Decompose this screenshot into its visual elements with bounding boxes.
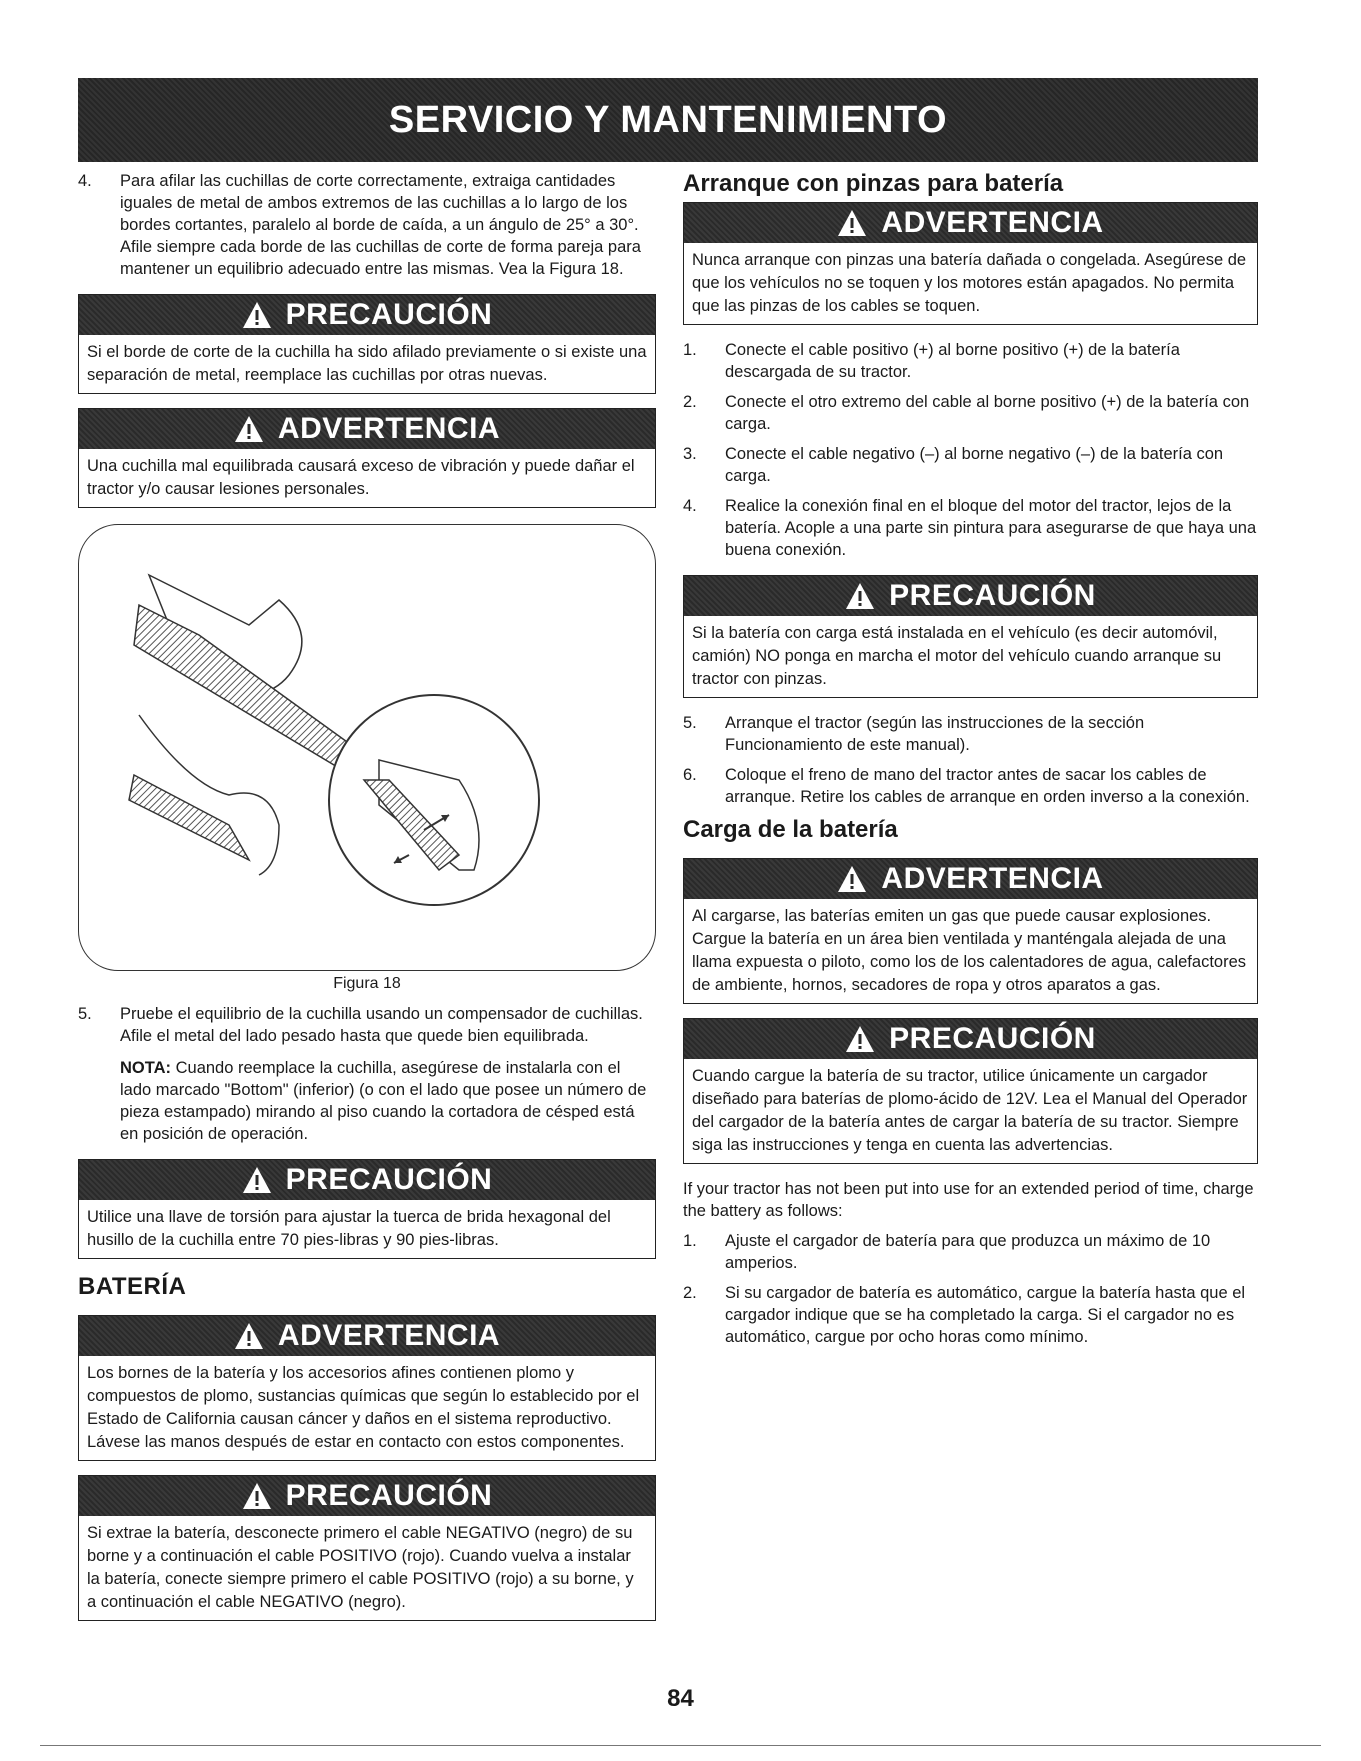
caution-text: Si la batería con carga está instalada en el vehículo (es decir automóvil, camión) NO ponga en marcha el motor del vehículo cuando arranque su tractor con pinzas. <box>692 624 1222 688</box>
warning-banner: ADVERTENCIA <box>79 409 655 449</box>
warning-triangle-icon <box>845 1025 875 1053</box>
jump-step: 1. Conecte el cable positivo (+) al borne positivo (+) de la batería descargada de su tractor. <box>683 341 1180 381</box>
warning-triangle-icon <box>837 865 867 893</box>
caution-box-torque <box>78 1159 656 1259</box>
jump-step: 6. Coloque el freno de mano del tractor antes de sacar los cables de arranque. Retire los cables de arranque en orden inverso a la conexión. <box>683 766 1250 806</box>
caution-text: Si el borde de corte de la cuchilla ha sido afilado previamente o si existe una separación de metal, reemplace las cuchillas por otras nuevas. <box>87 343 647 384</box>
warning-triangle-icon <box>242 1482 272 1510</box>
caution-text: Si extrae la batería, desconecte primero el cable NEGATIVO (negro) de su borne y a continuación el cable POSITIVO (rojo). Cuando vuelva a instalar la batería, conecte siempre primero el cable POSITIVO (rojo) a su borne, y a continuación el cable NEGATIVO (negro). <box>87 1524 634 1611</box>
jump-step: 4. Realice la conexión final en el bloque del motor del tractor, lejos de la batería. Acople a una parte sin pintura para asegurarse de que haya una buena conexión. <box>683 497 1257 559</box>
warning-text: Los bornes de la batería y los accesorios afines contienen plomo y compuestos de plomo, sustancias químicas que según lo establecido por el Estado de California causan cáncer y daños en el sistema reproductivo. Lávese las manos después de estar en contacto con estos componentes. <box>87 1364 640 1451</box>
caution-text: Cuando cargue la batería de su tractor, utilice únicamente un cargador diseñado para baterías de plomo-ácido de 12V. Lea el Manual del Operador del cargador de la batería antes de cargar la batería de su tractor. Siempre siga las instrucciones y tenga en cuenta las advertencias. <box>692 1067 1248 1154</box>
warning-text: Al cargarse, las baterías emiten un gas que puede causar explosiones. Cargue la batería en un área bien ventilada y manténgala alejada de una llama expuesta o piloto, como los de los calentadores de agua, calefactores de ambiente, hornos, secadores de ropa y otros aparatos a gas. <box>692 907 1246 994</box>
caution-banner: PRECAUCIÓN <box>684 576 1257 616</box>
warning-box-charging-gas <box>683 858 1258 1004</box>
caution-banner: PRECAUCIÓN <box>684 1019 1257 1059</box>
section-title-jump-start: Arranque con pinzas para batería <box>683 170 1064 197</box>
caution-text: Utilice una llave de torsión para ajustar la tuerca de brida hexagonal del husillo de la cuchilla entre 70 pies-libras y 90 pies-libras. <box>87 1208 611 1249</box>
warning-text: Una cuchilla mal equilibrada causará exceso de vibración y puede dañar el tractor y/o causar lesiones personales. <box>87 457 635 498</box>
step-5-balance: 5. Pruebe el equilibrio de la cuchilla usando un compensador de cuchillas. Afile el metal del lado pesado hasta que quede bien equilibrada. <box>78 1005 643 1045</box>
caution-box-charged-vehicle <box>683 575 1258 698</box>
section-title-bateria: BATERÍA <box>78 1273 187 1300</box>
footer-rule <box>40 1745 1321 1746</box>
caution-banner: PRECAUCIÓN <box>79 295 655 335</box>
jump-step: 2. Conecte el otro extremo del cable al borne positivo (+) de la batería con carga. <box>683 393 1250 433</box>
warning-box-jump-start <box>683 202 1258 325</box>
warning-banner: ADVERTENCIA <box>684 859 1257 899</box>
warning-box-unbalanced <box>78 408 656 508</box>
figure-caption: Figura 18 <box>333 975 401 992</box>
page-number: 84 <box>667 1685 694 1712</box>
caution-box-charger <box>683 1018 1258 1164</box>
caution-box-sharpened <box>78 294 656 394</box>
left-column <box>78 170 656 1635</box>
caution-banner: PRECAUCIÓN <box>79 1160 655 1200</box>
warning-banner: ADVERTENCIA <box>79 1316 655 1356</box>
page-title: SERVICIO Y MANTENIMIENTO <box>388 98 948 141</box>
warning-triangle-icon <box>234 415 264 443</box>
warning-triangle-icon <box>242 1166 272 1194</box>
warning-box-lead <box>78 1315 656 1461</box>
jump-step: 3. Conecte el cable negativo (–) al borne negativo (–) de la batería con carga. <box>683 445 1224 485</box>
charge-step: 1. Ajuste el cargador de batería para que produzca un máximo de 10 amperios. <box>683 1232 1211 1272</box>
warning-triangle-icon <box>837 209 867 237</box>
charge-step: 2. Si su cargador de batería es automático, cargue la batería hasta que el cargador indique que se ha completado la carga. Si el cargador no es automático, cargue por ocho horas como mínimo. <box>683 1284 1246 1346</box>
step-4-sharpen: 4. Para afilar las cuchillas de corte correctamente, extraiga cantidades iguales de metal de ambos extremos de las cuchillas a lo largo de los bordes cortantes, paralelo al borde de caída, a un ángulo de 25° a 30°. Afile siempre cada borde de las cuchillas de corte de forma pareja para mantener un equilibrio adecuado entre las mismas. Vea la Figura 18. <box>78 172 641 278</box>
caution-box-battery-removal <box>78 1475 656 1621</box>
caution-banner: PRECAUCIÓN <box>79 1476 655 1516</box>
blade-illustration <box>79 525 656 970</box>
note-paragraph: NOTA: Cuando reemplace la cuchilla, asegúrese de instalarla con el lado marcado "Bottom" (inferior) (o con el lado que posee un número de pieza estampado) mirando al piso cuando la cortadora de césped está en posición de operación. <box>120 1059 647 1143</box>
warning-text: Nunca arranque con pinzas una batería dañada o congelada. Asegúrese de que los vehículos no se toquen y los motores están apagados. No permita que las pinzas de los cables se toquen. <box>692 251 1247 315</box>
page-header <box>78 78 1258 162</box>
section-title-charging: Carga de la batería <box>683 816 898 843</box>
warning-triangle-icon <box>234 1322 264 1350</box>
charging-intro: If your tractor has not been put into use for an extended period of time, charge the battery as follows: <box>683 1180 1254 1220</box>
warning-triangle-icon <box>845 582 875 610</box>
jump-step: 5. Arranque el tractor (según las instrucciones de la sección Funcionamiento de este manual). <box>683 714 1145 754</box>
note-label: NOTA: <box>120 1059 172 1077</box>
warning-triangle-icon <box>242 301 272 329</box>
right-column <box>683 170 1258 1356</box>
warning-banner: ADVERTENCIA <box>684 203 1257 243</box>
blade-figure <box>78 524 656 971</box>
